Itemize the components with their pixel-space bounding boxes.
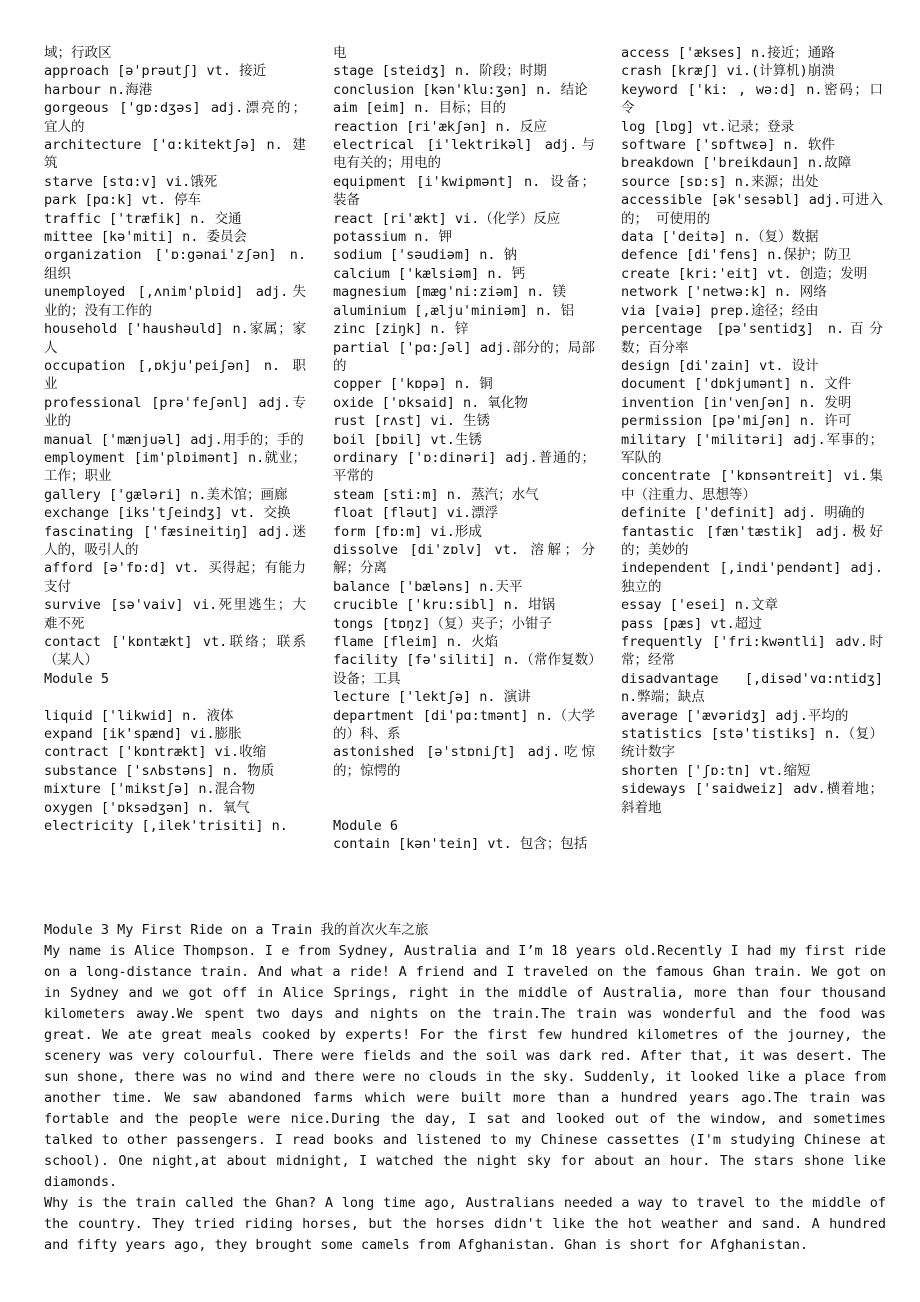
- vocab-entry: sideways ['saidweiz] adv.横着地；斜着地: [621, 781, 883, 816]
- vocab-entry: reaction [ri'ækʃən] n. 反应: [333, 118, 547, 135]
- vocab-entry: afford [ə'fɒ:d] vt. 买得起；有能力支付: [44, 560, 306, 595]
- vocab-entry: 域；行政区: [44, 45, 112, 61]
- vocab-entry: dissolve [di'zɒlv] vt. 溶解；分解；分离: [333, 541, 595, 577]
- vocab-entry: survive [sə'vaiv] vi.死里逃生；大难不死: [44, 597, 306, 632]
- vocab-entry: gorgeous ['gɒ:dʒəs] adj.漂亮的；宜人的: [44, 100, 306, 135]
- vocab-entry: contact ['kɒntækt] vt.联络；联系（某人）: [44, 634, 306, 669]
- vocab-entry: traffic ['træfik] n. 交通: [44, 210, 242, 227]
- reading-passage: [44, 920, 886, 1256]
- vocab-entry: harbour n.海港: [44, 81, 153, 98]
- vocab-entry: flame [fleim] n. 火焰: [333, 634, 499, 650]
- vocab-entry: gallery ['gæləri] n.美术馆；画廊: [44, 486, 288, 503]
- vocab-entry: architecture ['ɑ:kitektʃə] n. 建筑: [44, 137, 306, 172]
- vocab-entry: lecture ['lektʃə] n. 演讲: [333, 689, 531, 706]
- vocab-entry: employment [im'plɒimənt] n.就业；工作；职业: [44, 449, 306, 485]
- vocab-entry: definite ['definit] adj. 明确的: [621, 505, 865, 522]
- vocab-entry: stage [steidʒ] n. 阶段；时期: [333, 63, 547, 80]
- vocab-entry: astonished [ə'stɒniʃt] adj.吃惊的；惊愕的: [333, 744, 595, 779]
- vocab-entry: park [pɑ:k] vt. 停车: [44, 192, 202, 209]
- blank-line: [333, 799, 595, 817]
- vocab-entry: percentage [pə'sentidʒ] n.百分数；百分率: [621, 321, 883, 356]
- vocab-entry: boil [bɒil] vt.生锈: [333, 431, 482, 448]
- vocab-entry: expand [ik'spænd] vi.膨胀: [44, 726, 242, 743]
- vocab-entry: balance ['bæləns] n.天平: [333, 578, 523, 595]
- vocab-entry: permission [pə'miʃən] n. 许可: [621, 413, 852, 430]
- vocab-entry: keyword ['ki: , wə:d] n.密码；口令: [621, 81, 883, 117]
- vocab-entry: data ['deitə] n.（复）数据: [621, 229, 819, 246]
- vocab-entry: magnesium [mæg'ni:ziəm] n. 镁: [333, 284, 566, 301]
- vocab-entry: aim [eim] n. 目标；目的: [333, 100, 507, 117]
- blank-line: [44, 688, 306, 706]
- blank-line: [333, 780, 595, 798]
- vocab-entry: breakdown ['breikdaun] n.故障: [621, 155, 852, 172]
- vocab-entry: statistics [stə'tistiks] n.（复）统计数字: [621, 726, 883, 761]
- vocab-entry: household ['haushəuld] n.家属；家人: [44, 321, 306, 356]
- vocab-column-2: [333, 44, 595, 854]
- vocab-entry: design [di'zain] vt. 设计: [621, 357, 819, 374]
- vocab-entry: steam [sti:m] n. 蒸汽；水气: [333, 486, 539, 503]
- vocab-entry: mixture ['mikstʃə] n.混合物: [44, 781, 256, 798]
- vocab-entry: react [ri'ækt] vi.（化学）反应: [333, 210, 561, 227]
- vocab-entry: unemployed [,ʌnim'plɒid] adj.失业的；没有工作的: [44, 284, 306, 319]
- vocab-entry: accessible [ək'sesəbl] adj.可进入的； 可使用的: [621, 192, 883, 227]
- vocab-entry: department [di'pɑ:tmənt] n.（大学的）科、系: [333, 707, 595, 743]
- vocab-entry: tongs [tɒŋz]（复）夹子；小钳子: [333, 615, 553, 632]
- vocab-entry: access ['ækses] n.接近；通路: [621, 45, 835, 61]
- vocab-entry: calcium ['kælsiəm] n. 钙: [333, 265, 526, 282]
- vocab-entry: pass [pæs] vt.超过: [621, 615, 762, 632]
- vocab-entry: organization ['ɒ:gənai'zʃən] n. 组织: [44, 247, 306, 282]
- passage-paragraph: My name is Alice Thompson. I e from Sydney, Australia and I’m 18 years old.Recently I had my first ride on a long-distance train. And what a ride! A friend and I traveled on the famous Ghan train. We got on in Sydney and we got off in Alice Springs, right in the middle of Australia, more than four thousand kilometers away.We spent two days and nights on the train.The train was wonderful and the food was great. We ate great meals cooked by experts! For the first few hundred kilometres of the journey, the scenery was very colourful. There were fields and the soil was dark red. After that, it was desert. The sun shone, there was no wind and there were no clouds in the sky. Suddenly, it looked like a place from another time. We saw abandoned farms which were built more than a hundred years ago.The train was fortable and the people were nice.During the day, I sat and looked out of the window, and sometimes talked to other passengers. I read books and listened to my Chinese cassettes (I'm studying Chinese at school). One night,at about midnight, I watched the night sky for about an hour. The stars shone like diamonds.: [44, 943, 886, 1190]
- vocab-entry: via [vaiə] prep.途径；经由: [621, 302, 819, 319]
- vocab-entry: concentrate ['kɒnsəntreit] vi.集中（注重力、思想等）: [621, 468, 883, 503]
- vocab-entry: defence [di'fens] n.保护；防卫: [621, 247, 852, 264]
- vocab-entry: essay ['esei] n.文章: [621, 597, 779, 614]
- vocab-entry: electricity [,ilek'trisiti] n.: [44, 818, 288, 835]
- vocab-entry: starve [stɑ:v] vi.饿死: [44, 173, 218, 190]
- vocab-entry: fascinating ['fæsineitiŋ] adj.迷人的，吸引人的: [44, 523, 306, 558]
- vocab-entry: equipment [i'kwipmənt] n. 设备；装备: [333, 173, 595, 209]
- vocab-entry: crucible ['kru:sibl] n. 坩锅: [333, 597, 556, 614]
- vocab-entry: facility [fə'siliti] n.（常作复数）设备；工具: [333, 652, 595, 687]
- vocab-column-1: [44, 44, 306, 835]
- module-heading: Module 6: [333, 818, 399, 835]
- vocab-entry: exchange [iks'tʃeindʒ] vt. 交换: [44, 505, 291, 522]
- vocab-entry: approach [ə'prəutʃ] vt. 接近: [44, 63, 267, 80]
- vocab-entry: oxide ['ɒksaid] n. 氧化物: [333, 394, 528, 411]
- vocab-entry: zinc [ziŋk] n. 锌: [333, 321, 469, 338]
- vocab-entry: crash [kræʃ] vi.(计算机)崩溃: [621, 63, 835, 80]
- vocab-entry: potassium n. 钾: [333, 229, 453, 246]
- vocab-entry: shorten ['ʃɒ:tn] vt.缩短: [621, 762, 811, 779]
- vocab-entry: oxygen ['ɒksədʒən] n. 氧气: [44, 799, 250, 816]
- vocab-entry: log [lɒg] vt.记录；登录: [621, 118, 795, 135]
- vocab-entry: network ['netwə:k] n. 网络: [621, 284, 827, 301]
- vocab-entry: disadvantage [,disəd'vɑ:ntidʒ] n.弊端；缺点: [621, 670, 883, 706]
- vocab-entry: electrical [i'lektrikəl] adj.与电有关的；用电的: [333, 137, 595, 172]
- vocab-entry: independent [,indi'pendənt] adj.独立的: [621, 560, 883, 595]
- vocab-entry: contain [kən'tein] vt. 包含；包括: [333, 836, 588, 853]
- vocab-entry: liquid ['likwid] n. 液体: [44, 707, 234, 724]
- vocab-entry: occupation [,ɒkju'peiʃən] n. 职业: [44, 357, 306, 393]
- module-heading: Module 5: [44, 670, 110, 687]
- vocab-entry: average ['ævəridʒ] adj.平均的: [621, 707, 849, 724]
- vocab-entry: partial ['pɑ:ʃəl] adj.部分的；局部的: [333, 339, 595, 374]
- vocab-entry: manual ['mænjuəl] adj.用手的；手的: [44, 431, 304, 448]
- vocab-entry: float [fləut] vi.漂浮: [333, 505, 499, 522]
- vocab-entry: software ['sɒftwɛə] n. 软件: [621, 137, 835, 154]
- vocab-entry: military ['militəri] adj.军事的；军队的: [621, 431, 883, 466]
- vocab-entry: substance ['sʌbstəns] n. 物质: [44, 762, 275, 779]
- vocab-entry: professional [prə'feʃənl] adj.专业的: [44, 394, 306, 430]
- vocab-entry: aluminium [,ælju'miniəm] n. 铝: [333, 302, 575, 319]
- vocab-entry: source [sɒ:s] n.来源；出处: [621, 173, 819, 190]
- vocab-column-3: [621, 44, 883, 817]
- vocab-entry: form [fɒ:m] vi.形成: [333, 523, 482, 540]
- vocab-entry: ordinary ['ɒ:dinəri] adj.普通的；平常的: [333, 449, 595, 485]
- vocab-entry: document ['dɒkjumənt] n. 文件: [621, 376, 852, 393]
- vocab-entry: mittee [kə'miti] n. 委员会: [44, 229, 248, 246]
- vocab-entry: copper ['kɒpə] n. 铜: [333, 376, 493, 393]
- vocab-entry: sodium ['səudiəm] n. 钠: [333, 247, 518, 264]
- vocab-entry: frequently ['fri:kwəntli] adv.时常；经常: [621, 634, 883, 669]
- vocab-entry: create [kri:'eit] vt. 创造；发明: [621, 265, 868, 282]
- vocab-entry: invention [in'venʃən] n. 发明: [621, 394, 852, 411]
- vocab-entry: contract ['kɒntrækt] vi.收缩: [44, 744, 267, 761]
- vocab-entry: conclusion [kən'klu:ʒən] n. 结论: [333, 81, 588, 98]
- vocab-entry: rust [rʌst] vi. 生锈: [333, 413, 491, 430]
- vocab-entry: fantastic [fæn'tæstik] adj.极好的；美妙的: [621, 523, 883, 558]
- passage-title: Module 3 My First Ride on a Train 我的首次火车之旅: [44, 922, 429, 938]
- passage-paragraph: Why is the train called the Ghan? A long time ago, Australians needed a way to travel to the middle of the country. They tried riding horses, but the horses didn't like the hot weather and sand. A hundred and fifty years ago, they brought some camels from Afghanistan. Ghan is short for Afghanistan.: [44, 1195, 886, 1253]
- vocab-entry: 电: [333, 45, 347, 61]
